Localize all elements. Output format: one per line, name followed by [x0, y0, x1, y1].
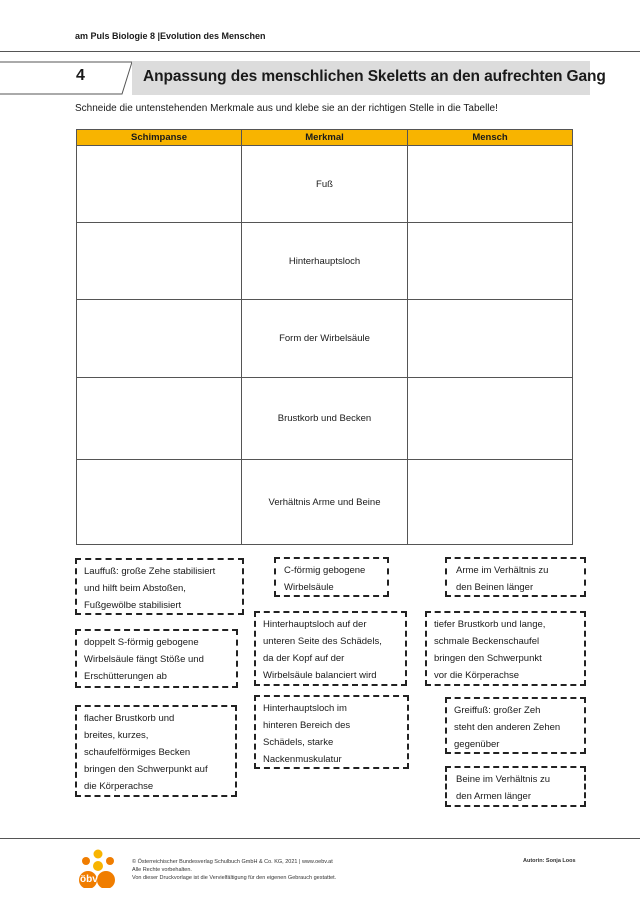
cutout-card-flat-chest[interactable]: [75, 705, 237, 797]
card-line: schmale Beckenschaufel: [434, 636, 540, 647]
logo-wordmark: öbv: [80, 874, 98, 885]
human-cell[interactable]: [408, 460, 573, 545]
footer-divider: [0, 838, 640, 839]
cutout-card-walking-foot[interactable]: [75, 558, 244, 615]
card-line: die Körperachse: [84, 781, 154, 792]
cutout-card-foramen-bottom[interactable]: [254, 611, 407, 686]
feature-cell: Hinterhauptsloch: [242, 223, 408, 300]
card-line: breites, kurzes,: [84, 730, 149, 741]
card-line: Wirbelsäule fängt Stöße und: [84, 654, 204, 665]
footer-legal: [132, 858, 336, 882]
footer-permission: Von dieser Druckvorlage ist die Vervielfältigung für den eigenen Gebrauch gestattet.: [132, 875, 337, 881]
header-divider: [0, 51, 640, 52]
card-line: Greiffuß: großer Zeh: [454, 705, 541, 716]
card-line: schaufelförmiges Becken: [84, 747, 191, 758]
column-header-chimpanzee: Schimpanse: [77, 130, 242, 146]
cutout-card-foramen-back[interactable]: [254, 695, 409, 769]
task-number: 4: [76, 67, 85, 84]
card-line: Hinterhauptsloch im: [263, 703, 347, 714]
footer-rights: Alle Rechte vorbehalten.: [132, 867, 192, 873]
card-line: gegenüber: [454, 739, 500, 750]
card-line: C-förmig gebogene: [284, 565, 366, 576]
footer-author: Autorin: Sonja Loos: [523, 858, 576, 864]
cutout-card-deep-chest[interactable]: [425, 611, 586, 686]
classification-table: [76, 129, 573, 545]
card-line: bringen den Schwerpunkt auf: [84, 764, 208, 775]
card-line: doppelt S-förmig gebogene: [84, 637, 199, 648]
card-line: den Armen länger: [456, 791, 531, 802]
card-line: unteren Seite des Schädels,: [263, 636, 382, 647]
task-number-tab: [0, 61, 132, 95]
card-line: hinteren Bereich des: [263, 720, 351, 731]
table-row: [77, 300, 573, 378]
card-line: Fußgewölbe stabilisiert: [84, 600, 182, 611]
card-line: flacher Brustkorb und: [84, 713, 175, 724]
chimpanzee-cell[interactable]: [77, 460, 242, 545]
instruction-text: Schneide die untenstehenden Merkmale aus und klebe sie an der richtigen Stelle in die Tabelle!: [75, 103, 498, 114]
column-header-human: Mensch: [408, 130, 573, 146]
card-line: und hilft beim Abstoßen,: [84, 583, 186, 594]
cutout-card-s-spine[interactable]: [75, 629, 238, 688]
card-line: tiefer Brustkorb und lange,: [434, 619, 546, 630]
feature-cell: Verhältnis Arme und Beine: [242, 460, 408, 545]
chimpanzee-cell[interactable]: [77, 300, 242, 378]
card-line: Erschütterungen ab: [84, 671, 167, 682]
card-line: steht den anderen Zehen: [454, 722, 561, 733]
chimpanzee-cell[interactable]: [77, 378, 242, 460]
table-row: [77, 223, 573, 300]
card-line: Beine im Verhältnis zu: [456, 774, 550, 785]
chimpanzee-cell[interactable]: [77, 223, 242, 300]
feature-cell: Brustkorb und Becken: [242, 378, 408, 460]
cutout-card-legs-longer[interactable]: [445, 766, 586, 807]
feature-cell: Form der Wirbelsäule: [242, 300, 408, 378]
cutout-card-arms-longer[interactable]: [445, 557, 586, 597]
human-cell[interactable]: [408, 146, 573, 223]
card-line: bringen den Schwerpunkt: [434, 653, 542, 664]
card-line: Lauffuß: große Zehe stabilisiert: [84, 566, 216, 577]
card-line: Wirbelsäule: [284, 582, 334, 593]
human-cell[interactable]: [408, 300, 573, 378]
table-row: [77, 378, 573, 460]
card-line: Hinterhauptsloch auf der: [263, 619, 367, 630]
task-title: Anpassung des menschlichen Skeletts an den aufrechten Gang: [143, 68, 606, 85]
footer-copyright: © Österreichischer Bundesverlag Schulbuch GmbH & Co. KG, 2021 | www.oebv.at: [132, 859, 333, 865]
table-row: [77, 460, 573, 545]
column-header-feature: Merkmal: [242, 130, 408, 146]
card-line: Nackenmuskulatur: [263, 754, 342, 765]
card-line: den Beinen länger: [456, 582, 534, 593]
feature-cell: Fuß: [242, 146, 408, 223]
cutout-card-c-spine[interactable]: [274, 557, 389, 597]
table-row: [77, 146, 573, 223]
card-line: Schädels, starke: [263, 737, 334, 748]
card-line: Arme im Verhältnis zu: [456, 565, 549, 576]
human-cell[interactable]: [408, 223, 573, 300]
cutout-card-grasping-foot[interactable]: [445, 697, 586, 754]
human-cell[interactable]: [408, 378, 573, 460]
table-header-row: [77, 130, 573, 146]
card-line: vor die Körperachse: [434, 670, 520, 681]
running-head: am Puls Biologie 8 |Evolution des Menschen: [75, 31, 266, 41]
card-line: da der Kopf auf der: [263, 653, 345, 664]
card-line: Wirbelsäule balanciert wird: [263, 670, 377, 681]
chimpanzee-cell[interactable]: [77, 146, 242, 223]
